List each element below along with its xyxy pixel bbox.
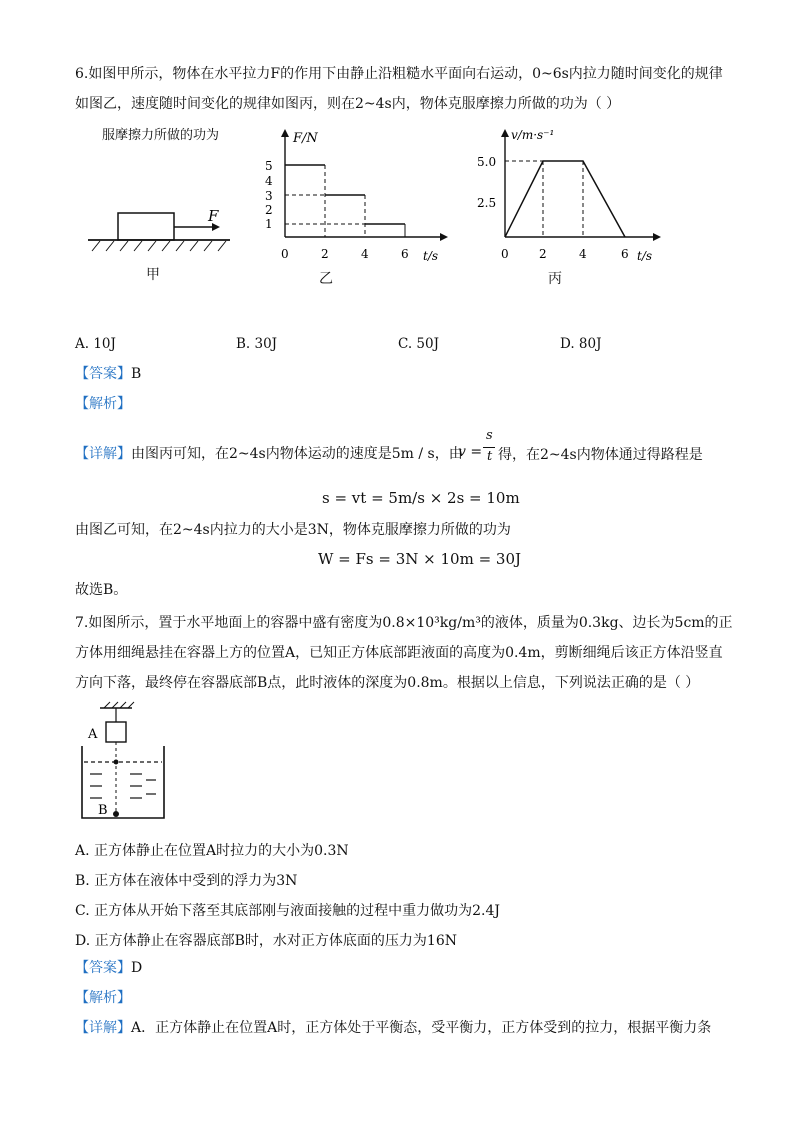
q6-conclusion: 故选B。 (75, 582, 128, 598)
y-tick: 5.0 (477, 155, 497, 169)
q6-option-c: C. 50J (398, 336, 440, 352)
x-tick: 6 (621, 247, 629, 261)
detail-tag: 【详解】 (75, 446, 131, 462)
q7-detail-line1 (75, 1018, 711, 1038)
formula-v: v = (458, 444, 483, 460)
y-tick: 1 (265, 217, 273, 231)
q7-stem-line2: 方体用细绳悬挂在容器上方的位置A，已知正方体底部距液面的高度为0.4m，剪断细绳后该正方体沿竖直 (75, 645, 723, 661)
formula-numerator: s (486, 428, 493, 443)
y-tick: 2.5 (477, 196, 497, 210)
label-b: B (98, 803, 108, 818)
q7-option-a: A. 正方体静止在位置A时拉力的大小为0.3N (75, 843, 349, 859)
q7-option-b: B. 正方体在液体中受到的浮力为3N (75, 873, 298, 889)
q7-option-d: D. 正方体静止在容器底部B时，水对正方体底面的压力为16N (75, 933, 457, 949)
q6-option-d: D. 80J (560, 336, 602, 352)
answer-value: D (131, 960, 143, 976)
y-axis-label: v/m·s⁻¹ (511, 128, 555, 142)
y-tick: 2 (265, 203, 273, 217)
q6-figure-bing-label: 丙 (548, 271, 562, 287)
x-tick: 4 (579, 247, 587, 261)
x-tick: 0 (281, 247, 289, 261)
q6-analysis-tag: 【解析】 (75, 396, 131, 412)
x-axis-label: t/s (637, 249, 653, 263)
y-axis-label: F/N (293, 131, 318, 146)
q7-stem-line1: 7.如图所示，置于水平地面上的容器中盛有密度为0.8×10³kg/m³的液体，质量为0.3kg、边长为5cm的正 (75, 615, 733, 631)
answer-value: B (131, 366, 142, 382)
q6-figure-caption: 服摩擦力所做的功为 (102, 128, 220, 143)
q6-equation-2: W = Fs = 3N × 10m = 30J (318, 550, 522, 568)
detail-tag: 【详解】 (75, 1020, 131, 1036)
answer-tag: 【答案】 (75, 366, 131, 382)
answer-tag: 【答案】 (75, 960, 131, 976)
q7-stem-line3: 方向下落，最终停在容器底部B点，此时液体的深度为0.8m。根据以上信息，下列说法正确的是（ ） (75, 675, 700, 691)
formula-bar (483, 447, 495, 448)
q6-detail-line1 (75, 444, 463, 464)
q6-figure-jia (80, 195, 240, 285)
q6-option-b: B. 30J (236, 336, 278, 352)
q6-figure-yi-label: 乙 (319, 271, 333, 287)
detail-text-cont: 得，在2~4s内物体通过得路程是 (498, 447, 703, 463)
q7-option-c: C. 正方体从开始下落至其底部刚与液面接触的过程中重力做功为2.4J (75, 903, 500, 919)
x-tick: 4 (361, 247, 369, 261)
q6-figure-bing (473, 125, 673, 275)
q6-stem-line1: 6.如图甲所示，物体在水平拉力F的作用下由静止沿粗糙水平面向右运动，0~6s内拉力随时间变化的规律 (75, 66, 723, 82)
detail-text: A．正方体静止在位置A时，正方体处于平衡态，受平衡力，正方体受到的拉力，根据平衡力条 (131, 1020, 712, 1036)
q6-figure-yi (255, 125, 455, 275)
x-tick: 0 (501, 247, 509, 261)
q6-detail-line2: 由图乙可知，在2~4s内拉力的大小是3N，物体克服摩擦力所做的功为 (75, 522, 511, 538)
x-tick: 2 (539, 247, 547, 261)
q7-answer (75, 958, 142, 978)
q6-stem-line2: 如图乙，速度随时间变化的规律如图丙，则在2~4s内，物体克服摩擦力所做的功为（ ） (75, 96, 621, 112)
y-tick: 5 (265, 159, 273, 173)
y-tick: 3 (265, 189, 273, 203)
x-tick: 2 (321, 247, 329, 261)
x-axis-label: t/s (423, 249, 439, 263)
force-label: F (208, 207, 219, 225)
label-a: A (88, 727, 98, 742)
q6-figure-jia-label: 甲 (146, 267, 160, 283)
q6-equation-1: s = vt = 5m/s × 2s = 10m (322, 489, 520, 507)
y-tick: 4 (265, 174, 273, 188)
q7-figure-container (70, 700, 180, 825)
q6-answer (75, 364, 141, 384)
x-tick: 6 (401, 247, 409, 261)
q7-analysis-tag: 【解析】 (75, 990, 131, 1006)
formula-denominator: t (487, 449, 493, 464)
q6-option-a: A. 10J (75, 336, 116, 352)
detail-text: 由图丙可知，在2~4s内物体运动的速度是5m / s，由 (131, 446, 463, 462)
